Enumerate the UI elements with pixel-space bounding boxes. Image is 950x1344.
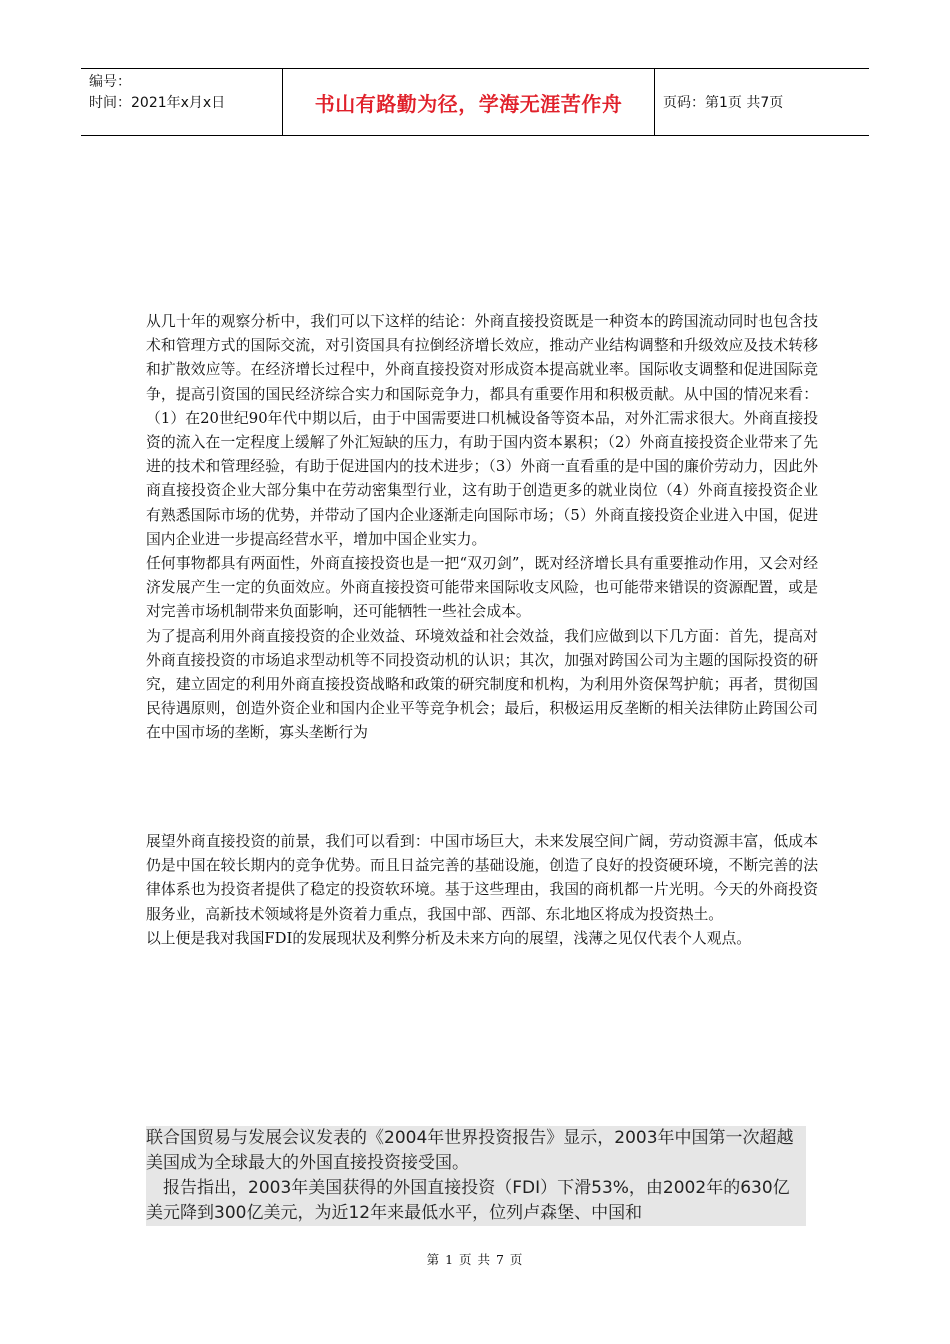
paragraph: 为了提高利用外商直接投资的企业效益、环境效益和社会效益，我们应做到以下几方面：首先，提高对外商直接投资的市场追求型动机等不同投资动机的认识；其次，加强对跨国公司为主题的国际投资的研究，建立固定的利用外商直接投资战略和政策的研究制度和机构，为利用外资保驾护航；再者，贯彻国民待遇原则，创造外资企业和国内企业平等竞争机会；最后，积极运用反垄断的相关法律防止跨国公司在中国市场的垄断，寡头垄断行为 — [146, 627, 818, 742]
header-meta — [81, 69, 283, 135]
paragraph: 展望外商直接投资的前景，我们可以看到：中国市场巨大，未来发展空间广阔，劳动资源丰富，低成本仍是中国在较长期内的竞争优势。而且日益完善的基础设施，创造了良好的投资硬环境，不断完善的法律体系也为投资者提供了稳定的投资软环境。基于这些理由，我国的商机都一片光明。今天的外商投资服务业，高新技术领域将是外资着力重点，我国中部、西部、东北地区将成为投资热土。 — [146, 833, 818, 923]
header-page-info: 页码：第1页 共7页 — [663, 95, 784, 111]
paragraph: 任何事物都具有两面性，外商直接投资也是一把“双刃剑”，既对经济增长具有重要推动作用，又会对经济发展产生一定的负面效应。外商直接投资可能带来国际收支风险，也可能带来错误的资源配置，或是对完善市场机制带来负面影响，还可能牺牲一些社会成本。 — [146, 555, 818, 621]
time-label: 时间：2021年x月x日 — [89, 95, 226, 111]
main-text-block-1 — [146, 310, 818, 746]
page-footer: 第 1 页 共 7 页 — [426, 1252, 524, 1267]
main-text-block-2 — [146, 830, 818, 951]
page-header — [81, 68, 869, 136]
paragraph: 从几十年的观察分析中，我们可以下这样的结论：外商直接投资既是一种资本的跨国流动同时也包含技术和管理方式的国际交流，对引资国具有拉倒经济增长效应，推动产业结构调整和升级效应及技术转移和扩散效应等。在经济增长过程中，外商直接投资对形成资本提高就业率。国际收支调整和促进国际竞争，提高引资国的国民经济综合实力和国际竞争力，都具有重要作用和积极贡献。从中国的情况来看：（1）在20世纪90年代中期以后，由于中国需要进口机械设备等资本品，对外汇需求很大。外商直接投资的流入在一定程度上缓解了外汇短缺的压力，有助于国内资本累积；（2）外商直接投资企业带来了先进的技术和管理经验，有助于促进国内的技术进步；（3）外商一直看重的是中国的廉价劳动力，因此外商直接投资企业大部分集中在劳动密集型行业，这有助于创造更多的就业岗位（4）外商直接投资企业有熟悉国际市场的优势，并带动了国内企业逐渐走向国际市场；（5）外商直接投资企业进入中国，促进国内企业进一步提高经营水平，增加中国企业实力。 — [146, 313, 818, 548]
number-label: 编号： — [89, 74, 131, 90]
header-motto: 书山有路勤为径，学海无涯苦作舟 — [283, 69, 655, 135]
paragraph: 报告指出，2003年美国获得的外国直接投资（FDI）下滑53%，由2002年的630亿美元降到300亿美元，为近12年来最低水平，位列卢森堡、中国和 — [146, 1178, 790, 1223]
paragraph: 以上便是我对我国FDI的发展现状及利弊分析及未来方向的展望，浅薄之见仅代表个人观点。 — [146, 929, 752, 947]
paragraph: 联合国贸易与发展会议发表的《2004年世界投资报告》显示，2003年中国第一次超越美国成为全球最大的外国直接投资接受国。 — [146, 1128, 794, 1173]
highlighted-text-block — [146, 1126, 806, 1226]
